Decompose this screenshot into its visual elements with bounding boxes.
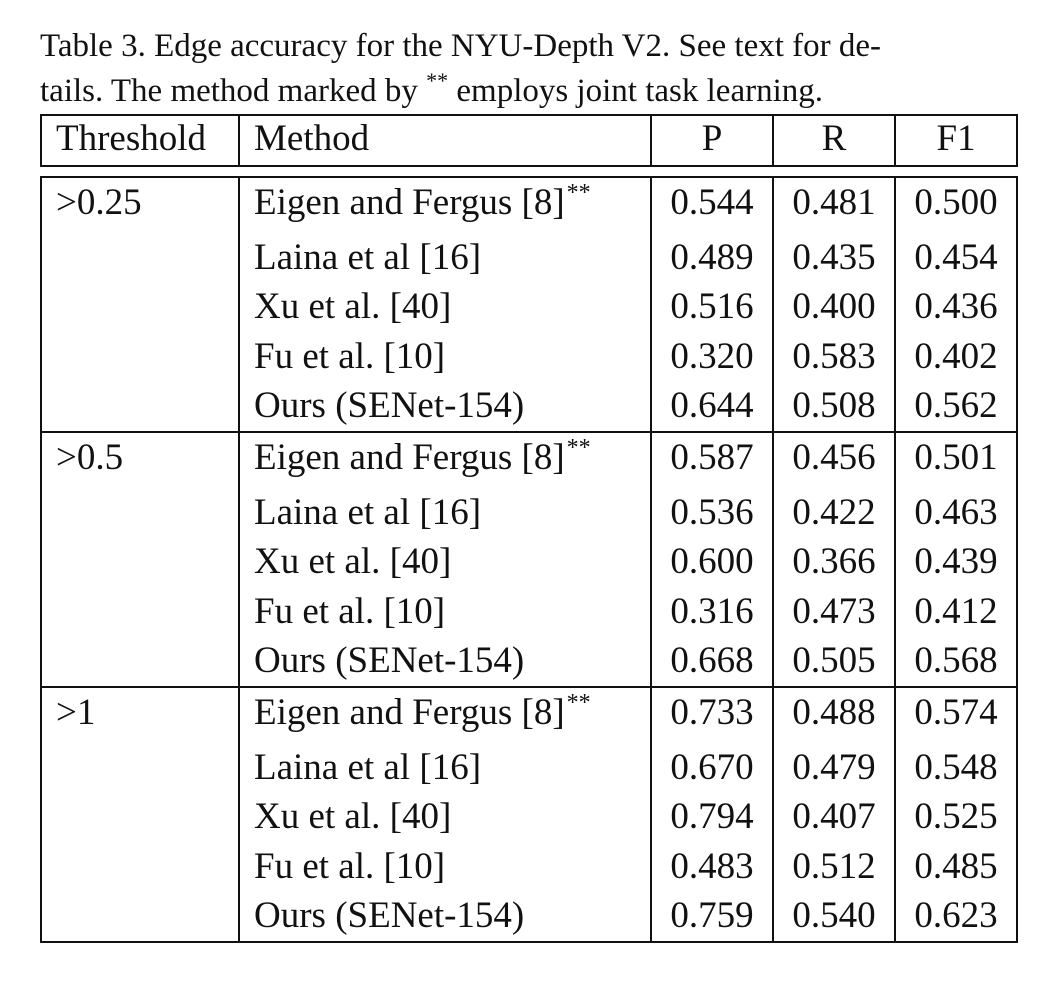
p-value: 0.483 [651, 842, 773, 892]
header-row [41, 115, 1017, 166]
method-cell [239, 743, 651, 793]
table-row [41, 488, 1017, 538]
method-cell [239, 233, 651, 283]
method-cell [239, 891, 651, 942]
method-cell [239, 282, 651, 332]
f1-value: 0.562 [895, 381, 1017, 432]
p-value: 0.516 [651, 282, 773, 332]
r-value: 0.512 [773, 842, 895, 892]
method-name: Eigen and Fergus [8] [254, 182, 565, 223]
method-name: Xu et al. [40] [254, 541, 452, 583]
table-row [41, 636, 1017, 687]
method-name: Laina et al [16] [254, 236, 482, 278]
f1-value: 0.568 [895, 636, 1017, 687]
f1-value: 0.463 [895, 488, 1017, 538]
r-value: 0.479 [773, 743, 895, 793]
table-row [41, 743, 1017, 793]
method-name: Eigen and Fergus [8] [254, 691, 565, 733]
r-value: 0.400 [773, 282, 895, 332]
threshold-cell [41, 381, 239, 432]
method-name: Fu et al. [10] [254, 845, 446, 887]
method-cell [239, 842, 651, 892]
threshold-cell [41, 282, 239, 332]
method-name: Xu et al. [40] [254, 796, 452, 838]
caption-stars: ** [426, 68, 449, 93]
header-threshold: Threshold [41, 115, 239, 166]
results-table [40, 176, 1018, 943]
joint-task-mark: ** [566, 180, 591, 206]
threshold-cell [41, 332, 239, 382]
p-value: 0.600 [651, 537, 773, 587]
f1-value: 0.500 [895, 177, 1017, 233]
threshold-cell [41, 891, 239, 942]
p-value: 0.536 [651, 488, 773, 538]
table-row [41, 432, 1017, 488]
table-header [40, 114, 1018, 167]
table-row [41, 687, 1017, 743]
method-name: Ours (SENet-154) [254, 385, 525, 427]
threshold-cell [41, 636, 239, 687]
method-name: Fu et al. [10] [254, 335, 446, 377]
f1-value: 0.501 [895, 432, 1017, 488]
p-value: 0.544 [651, 177, 773, 233]
caption-line-2 [40, 69, 1020, 116]
p-value: 0.794 [651, 792, 773, 842]
method-cell [239, 332, 651, 382]
threshold-cell: >0.25 [41, 177, 239, 233]
p-value: 0.316 [651, 587, 773, 637]
method-name: Ours (SENet-154) [254, 640, 525, 682]
table-row [41, 537, 1017, 587]
r-value: 0.583 [773, 332, 895, 382]
method-cell [239, 792, 651, 842]
p-value: 0.668 [651, 636, 773, 687]
method-cell [239, 587, 651, 637]
method-name: Eigen and Fergus [8] [254, 436, 565, 478]
table-row [41, 282, 1017, 332]
table-row [41, 332, 1017, 382]
method-name: Fu et al. [10] [254, 590, 446, 632]
r-value: 0.473 [773, 587, 895, 637]
header-p: P [651, 115, 773, 166]
table-row [41, 587, 1017, 637]
method-name: Xu et al. [40] [254, 286, 452, 328]
f1-value: 0.548 [895, 743, 1017, 793]
p-value: 0.320 [651, 332, 773, 382]
p-value: 0.587 [651, 432, 773, 488]
table-row [41, 233, 1017, 283]
method-cell [239, 432, 651, 488]
table-row [41, 842, 1017, 892]
r-value: 0.481 [773, 177, 895, 233]
f1-value: 0.402 [895, 332, 1017, 382]
p-value: 0.670 [651, 743, 773, 793]
caption-line-2-suffix: employs joint task learning. [448, 73, 823, 109]
f1-value: 0.623 [895, 891, 1017, 942]
threshold-cell [41, 537, 239, 587]
threshold-cell [41, 587, 239, 637]
r-value: 0.540 [773, 891, 895, 942]
f1-value: 0.525 [895, 792, 1017, 842]
f1-value: 0.574 [895, 687, 1017, 743]
threshold-cell [41, 233, 239, 283]
table-row [41, 792, 1017, 842]
threshold-cell [41, 743, 239, 793]
r-value: 0.508 [773, 381, 895, 432]
f1-value: 0.436 [895, 282, 1017, 332]
r-value: 0.366 [773, 537, 895, 587]
header-method: Method [239, 115, 651, 166]
table-row [41, 891, 1017, 942]
table-row [41, 177, 1017, 233]
caption-line-2-prefix: tails. The method marked by [40, 73, 427, 109]
p-value: 0.489 [651, 233, 773, 283]
method-name: Laina et al [16] [254, 746, 482, 788]
threshold-cell [41, 792, 239, 842]
r-value: 0.435 [773, 233, 895, 283]
joint-task-mark: ** [566, 434, 591, 461]
header-f1: F1 [895, 115, 1017, 166]
p-value: 0.733 [651, 687, 773, 743]
joint-task-mark: ** [566, 689, 591, 716]
header-r: R [773, 115, 895, 166]
f1-value: 0.454 [895, 233, 1017, 283]
f1-value: 0.485 [895, 842, 1017, 892]
r-value: 0.505 [773, 636, 895, 687]
p-value: 0.644 [651, 381, 773, 432]
f1-value: 0.412 [895, 587, 1017, 637]
method-cell [239, 488, 651, 538]
method-cell [239, 636, 651, 687]
table-row [41, 381, 1017, 432]
threshold-cell: >0.5 [41, 432, 239, 488]
method-name: Ours (SENet-154) [254, 895, 525, 937]
r-value: 0.422 [773, 488, 895, 538]
caption-line-1: Table 3. Edge accuracy for the NYU-Depth V2. See text for de- [40, 28, 882, 64]
threshold-cell [41, 488, 239, 538]
method-cell [239, 537, 651, 587]
method-name: Laina et al [16] [254, 491, 482, 533]
r-value: 0.407 [773, 792, 895, 842]
r-value: 0.488 [773, 687, 895, 743]
results-table-body [41, 177, 1017, 942]
method-cell [239, 381, 651, 432]
table-caption [40, 24, 1020, 116]
f1-value: 0.439 [895, 537, 1017, 587]
threshold-cell: >1 [41, 687, 239, 743]
threshold-cell [41, 842, 239, 892]
r-value: 0.456 [773, 432, 895, 488]
method-cell [239, 687, 651, 743]
method-cell [239, 177, 651, 233]
p-value: 0.759 [651, 891, 773, 942]
